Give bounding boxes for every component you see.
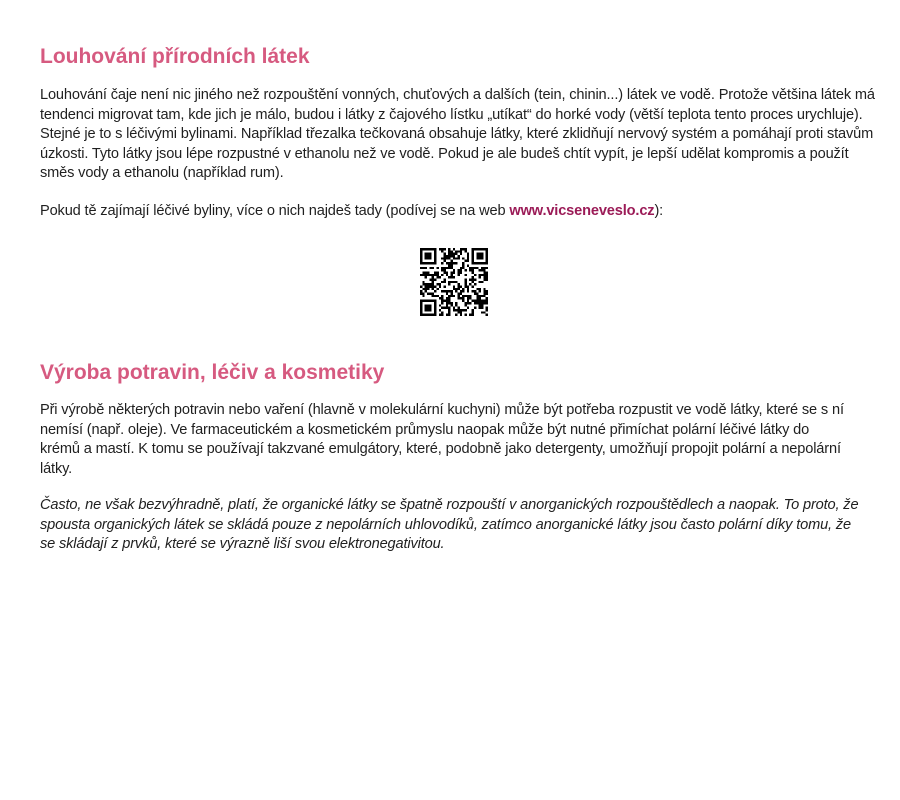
paragraph-web-reference-end: ): bbox=[654, 203, 664, 219]
qr-code-image bbox=[420, 248, 488, 316]
paragraph-web-reference bbox=[40, 202, 876, 222]
note-italic: Často, ne však bezvýhradně, platí, že organické látky se špatně rozpouští v anorganických rozpouštědlech a naopak. To proto, že spousta organických látek se skládá pouze z nepolárních uhlovodíků, zatímco anorganické látky jsou často polární díky tomu, že se skládají z prvků, které se výrazně liší svou elektronegativitou. bbox=[40, 497, 859, 552]
section-title-vyroba: Výroba potravin, léčiv a kosmetiky bbox=[40, 361, 385, 384]
paragraph-vyroba: Při výrobě některých potravin nebo vaření (hlavně v molekulární kuchyni) může být potřeba rozpustit ve vodě látky, které se s ní nemísí (např. oleje). Ve farmaceutickém a kosmetickém průmyslu naopak může být nutné přimíchat polární léčivé látky do krémů a mastí. K tomu se používají takzvané emulgátory, které, podobně jako detergenty, umožňují propojit polární a nepolární látky. bbox=[40, 402, 844, 477]
section-title-louhovani: Louhování přírodních látek bbox=[40, 45, 310, 68]
paragraph-louhovani: Louhování čaje není nic jiného než rozpouštění vonných, chuťových a dalších (tein, chinin...) látek ve vodě. Protože většina látek má tendenci migrovat tam, kde jich je málo, budou i látky z čajového lístku „utíkat“ do horké vody (větší teplota tento proces urychluje). Stejné je to s léčivými bylinami. Například třezalka tečkovaná obsahuje látky, které zklidňují nervový systém a pomáhají proti stavům úzkosti. Tyto látky jsou lépe rozpustné v ethanolu než ve vodě. Pokud je ale budeš chtít vypít, je lepší udělat kompromis a použít směs vody a ethanolu (například rum). bbox=[40, 87, 875, 181]
website-link[interactable]: www.vicseneveslo.cz bbox=[509, 203, 655, 219]
paragraph-web-reference-text: Pokud tě zajímají léčivé byliny, více o nich najdeš tady (podívej se na web bbox=[40, 203, 510, 219]
qr-code[interactable] bbox=[420, 248, 488, 316]
